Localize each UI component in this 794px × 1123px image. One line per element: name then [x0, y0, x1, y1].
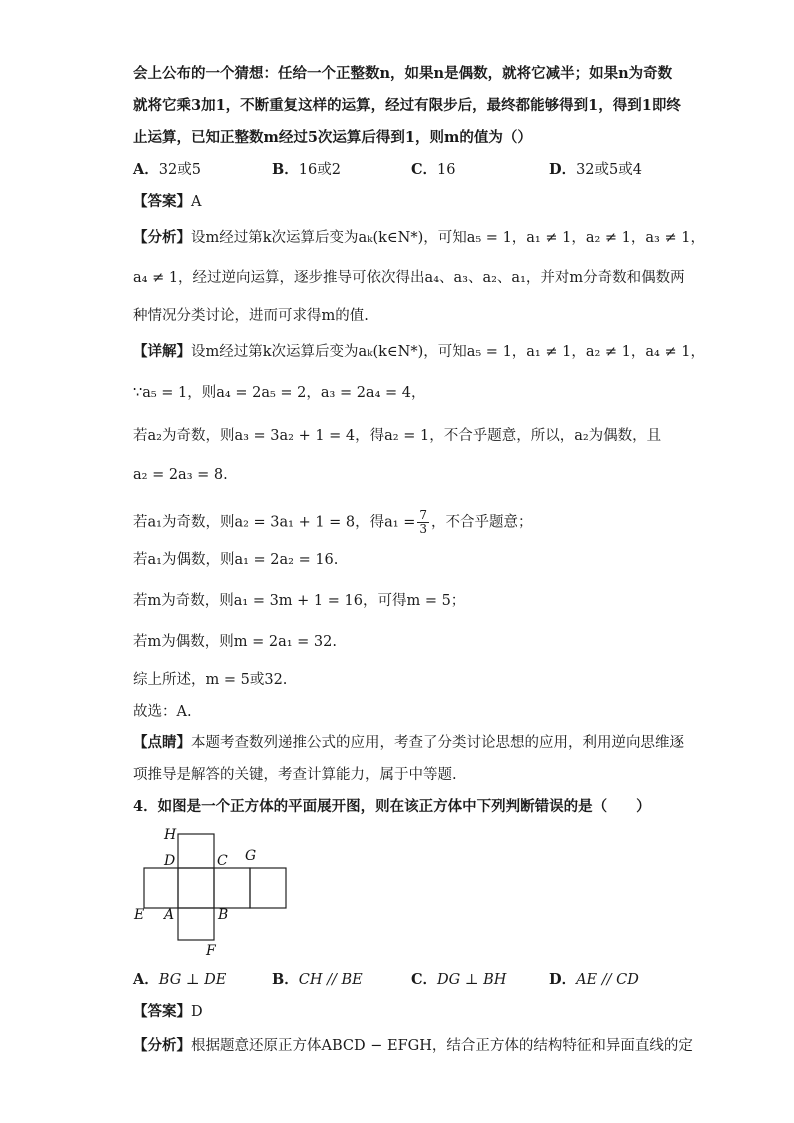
q4-answer	[133, 1002, 203, 1022]
comment-tag: 【点睛】	[133, 734, 191, 751]
label-c: C	[217, 853, 228, 869]
net-face-far-right	[250, 868, 286, 908]
q3-detail-line-3: 若a₂为奇数，则a₃ = 3a₂ + 1 = 4，得a₂ = 1，不合乎题意，所以，a₂为偶数，且	[133, 428, 662, 444]
analysis-text: 根据题意还原正方体ABCD − EFGH，结合正方体的结构特征和异面直线的定	[191, 1038, 693, 1054]
q4-stem: 4．如图是一个正方体的平面展开图，则在该正方体中下列判断错误的是（ ）	[133, 798, 651, 815]
net-face-left	[144, 868, 178, 908]
option-letter: C．	[411, 971, 438, 988]
option-text: CH // BE	[298, 972, 363, 988]
option-letter: B．	[272, 971, 299, 988]
q4-option-a	[133, 970, 226, 990]
q3-option-d	[549, 160, 642, 180]
q4-option-b	[272, 970, 363, 990]
q3-answer	[133, 192, 201, 212]
option-letter: A．	[133, 161, 159, 178]
fraction-denominator: 3	[419, 522, 428, 536]
cube-net-lines	[144, 834, 286, 940]
answer-tag: 【答案】	[133, 193, 191, 210]
option-letter: D．	[549, 971, 577, 988]
net-face-top	[178, 834, 214, 868]
net-face-bottom	[178, 908, 214, 940]
q3-detail-line-2: ∵a₅ = 1，则a₄ = 2a₅ = 2，a₃ = 2a₄ = 4，	[133, 385, 426, 401]
label-h: H	[164, 827, 177, 843]
option-text: 32或5或4	[576, 162, 642, 178]
detail-text: 设m经过第k次运算后变为aₖ(k∈N*)，可知a₅ = 1，a₁ ≠ 1，a₂ ≠ 1，a₄ ≠ 1，	[191, 344, 705, 360]
label-f: F	[206, 943, 216, 959]
fraction-numerator: 7	[419, 508, 428, 522]
answer-tag: 【答案】	[133, 1003, 191, 1020]
answer-value: D	[191, 1004, 203, 1020]
q3-comment-line-2: 项推导是解答的关键，考查计算能力，属于中等题.	[133, 767, 457, 783]
analysis-tag: 【分析】	[133, 1037, 191, 1054]
option-text: BG ⊥ DE	[158, 972, 227, 988]
option-letter: B．	[272, 161, 299, 178]
q3-analysis-line-3: 种情况分类讨论，进而可求得m的值.	[133, 308, 369, 324]
q3-analysis-line-1	[133, 228, 705, 248]
q4-analysis-line-1	[133, 1036, 693, 1056]
option-text: 16	[437, 162, 456, 178]
q3-option-b	[272, 160, 341, 180]
q3-detail-line-4: a₂ = 2a₃ = 8.	[133, 467, 228, 483]
q4-option-c	[411, 970, 506, 990]
q3-stem-line-2: 就将它乘3加1，不断重复这样的运算，经过有限步后，最终都能够得到1，得到1即终	[133, 97, 681, 114]
detail-text: 若a₁为奇数，则a₂ = 3a₁ + 1 = 8，得a₁ =	[133, 514, 416, 531]
q3-detail-line-1	[133, 342, 705, 362]
answer-value: A	[191, 194, 202, 210]
label-a: A	[164, 907, 175, 923]
label-b: B	[218, 907, 229, 923]
label-g: G	[245, 848, 257, 864]
q3-stem-line-1: 会上公布的一个猜想：任给一个正整数n，如果n是偶数，就将它减半；如果n为奇数	[133, 65, 673, 82]
q3-analysis-line-2: a₄ ≠ 1，经过逆向运算，逐步推导可依次得出a₄、a₃、a₂、a₁，并对m分奇数和偶数两	[133, 270, 685, 286]
net-face-center	[178, 868, 214, 908]
cube-net-figure	[130, 822, 300, 962]
q3-detail-line-10: 故选：A.	[133, 704, 192, 720]
q3-detail-line-8: 若m为偶数，则m = 2a₁ = 32.	[133, 634, 337, 650]
q4-option-d	[549, 970, 639, 990]
label-d: D	[164, 853, 176, 869]
comment-text: 本题考查数列递推公式的应用，考查了分类讨论思想的应用，利用逆向思维逐	[191, 735, 684, 751]
detail-text: ，不合乎题意；	[431, 514, 533, 531]
label-e: E	[134, 907, 145, 923]
option-text: 16或2	[298, 162, 341, 178]
q3-comment-line-1	[133, 733, 684, 753]
option-text: DG ⊥ BH	[437, 972, 507, 988]
analysis-text: 设m经过第k次运算后变为aₖ(k∈N*)，可知a₅ = 1，a₁ ≠ 1，a₂ ≠ 1，a₃ ≠ 1，	[191, 230, 705, 246]
net-face-right	[214, 868, 250, 908]
q3-stem-line-3: 止运算，已知正整数m经过5次运算后得到1，则m的值为（）	[133, 129, 532, 146]
option-letter: D．	[549, 161, 577, 178]
option-letter: C．	[411, 161, 438, 178]
q3-detail-line-9: 综上所述，m = 5或32.	[133, 672, 288, 688]
option-text: AE // CD	[576, 972, 639, 988]
option-text: 32或5	[158, 162, 201, 178]
analysis-tag: 【分析】	[133, 229, 191, 246]
q3-detail-line-7: 若m为奇数，则a₁ = 3m + 1 = 16，可得m = 5；	[133, 593, 466, 609]
q3-detail-line-5	[133, 509, 533, 536]
q3-detail-line-6: 若a₁为偶数，则a₁ = 2a₂ = 16.	[133, 552, 339, 568]
detail-tag: 【详解】	[133, 343, 191, 360]
fraction-seven-thirds	[417, 509, 429, 536]
q3-option-a	[133, 160, 201, 180]
option-letter: A．	[133, 971, 159, 988]
q3-option-c	[411, 160, 456, 180]
